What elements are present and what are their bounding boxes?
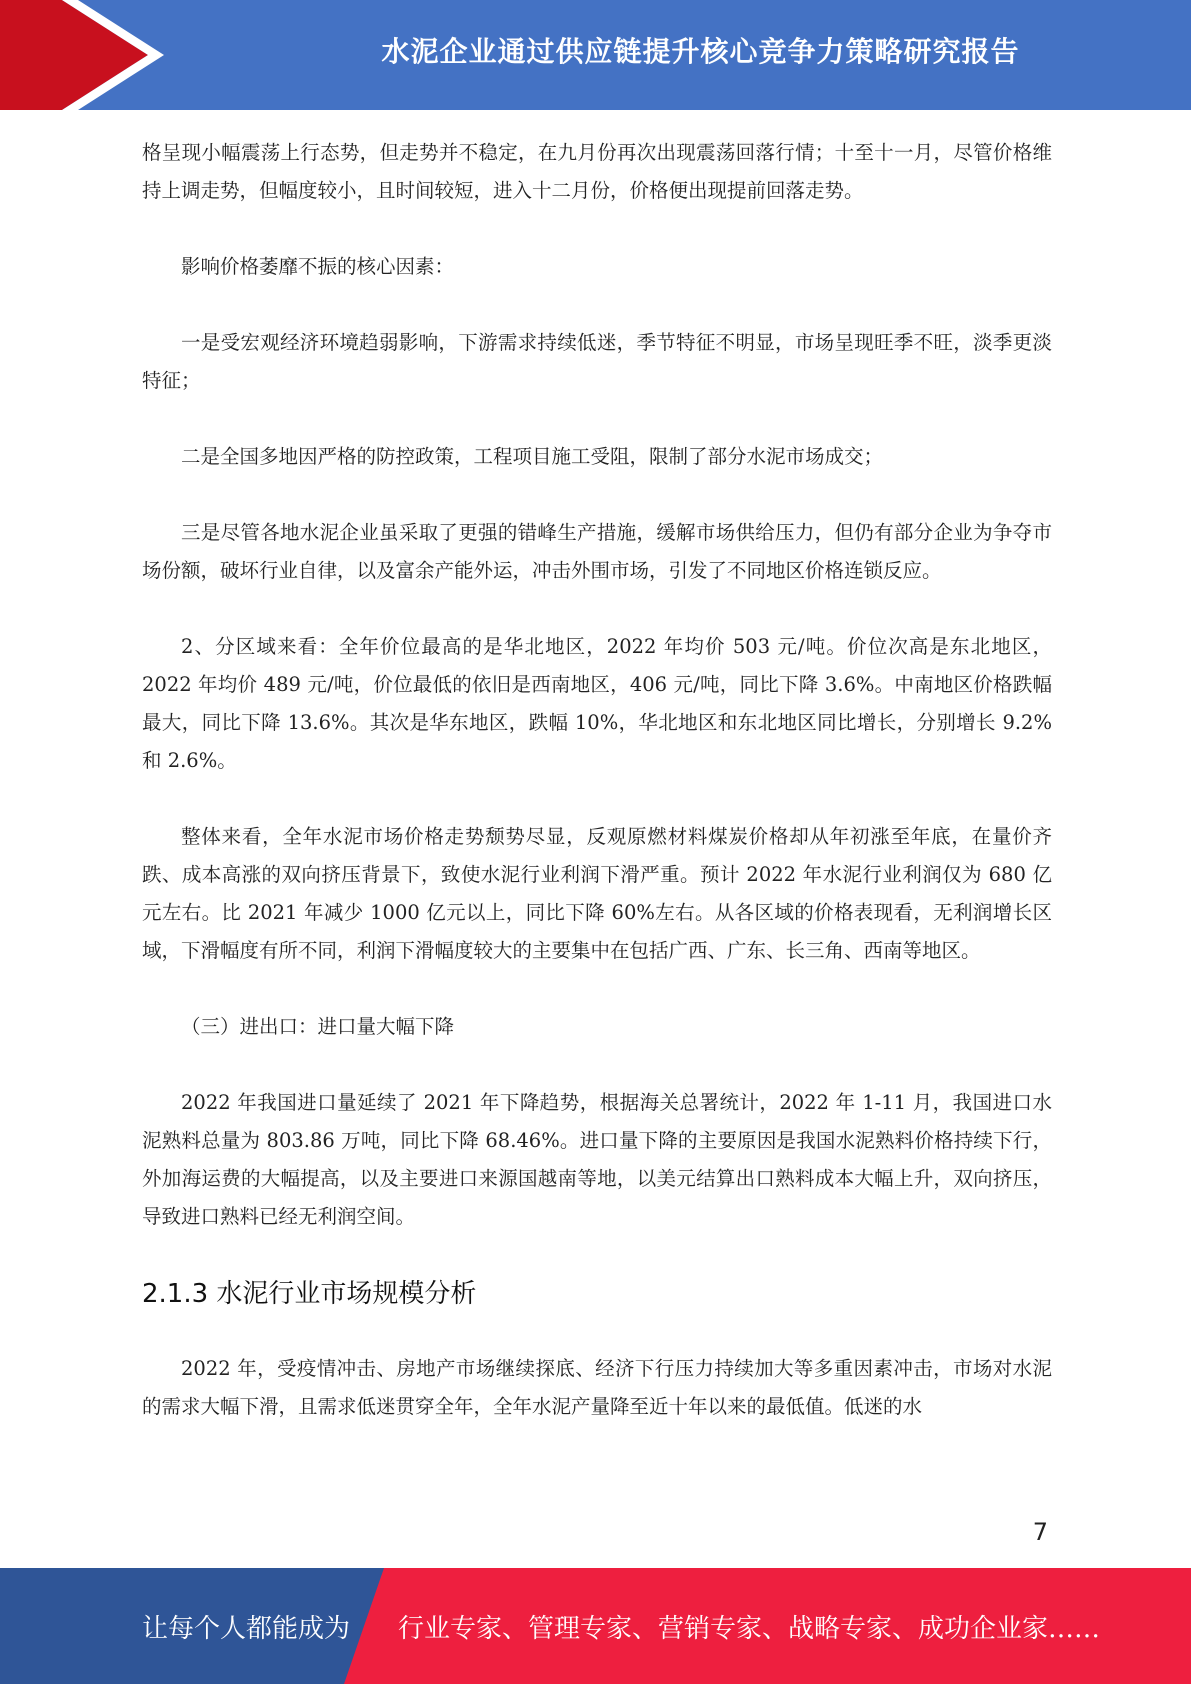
subheading-import-export: （三）进出口：进口量大幅下降	[181, 1015, 455, 1038]
paragraph-price-trend: 格呈现小幅震荡上行态势，但走势并不稳定，在九月份再次出现震荡回落行情；十至十一月，尽管价格维持上调走势，但幅度较小，且时间较短，进入十二月份，价格便出现提前回落走势。	[142, 141, 1052, 202]
paragraph-factor-one: 一是受宏观经济环境趋弱影响，下游需求持续低迷，季节特征不明显，市场呈现旺季不旺，淡季更淡特征；	[142, 331, 1052, 392]
paragraph-core-factors: 影响价格萎靡不振的核心因素：	[181, 255, 455, 278]
page-footer	[0, 1568, 1191, 1684]
paragraph-market-size: 2022 年，受疫情冲击、房地产市场继续探底、经济下行压力持续加大等多重因素冲击，市场对水泥的需求大幅下滑，且需求低迷贯穿全年，全年水泥产量降至近十年以来的最低值。低迷的水	[142, 1357, 1052, 1418]
paragraph-factor-two: 二是全国多地因严格的防控政策，工程项目施工受阻，限制了部分水泥市场成交；	[181, 445, 884, 468]
page-header	[0, 0, 1191, 110]
paragraph-regional-prices: 2、分区域来看：全年价位最高的是华北地区，2022 年均价 503 元/吨。价位次高是东北地区，2022 年均价 489 元/吨，价位最低的依旧是西南地区，406 元/吨，同比下降 3.6%。中南地区价格跌幅最大，同比下降 13.6%。其次是华东地区，跌幅 10%，华北地区和东北地区同比增长，分别增长 9.2%和 2.6%。	[142, 635, 1052, 772]
paragraph-overall-profit: 整体来看，全年水泥市场价格走势颓势尽显，反观原燃材料煤炭价格却从年初涨至年底，在量价齐跌、成本高涨的双向挤压背景下，致使水泥行业利润下滑严重。预计 2022 年水泥行业利润仅为 680 亿元左右。比 2021 年减少 1000 亿元以上，同比下降 60%左右。从各区域的价格表现看，无利润增长区域，下滑幅度有所不同，利润下滑幅度较大的主要集中在包括广西、广东、长三角、西南等地区。	[142, 825, 1052, 962]
report-title: 水泥企业通过供应链提升核心竞争力策略研究报告	[381, 35, 1020, 68]
paragraph-imports: 2022 年我国进口量延续了 2021 年下降趋势，根据海关总署统计，2022 年 1-11 月，我国进口水泥熟料总量为 803.86 万吨，同比下降 68.46%。进口量下降的主要原因是我国水泥熟料价格持续下行，外加海运费的大幅提高，以及主要进口来源国越南等地，以美元结算出口熟料成本大幅上升，双向挤压，导致进口熟料已经无利润空间。	[142, 1091, 1052, 1228]
section-heading-market-size: 2.1.3 水泥行业市场规模分析	[142, 1279, 477, 1309]
footer-slogan-right: 行业专家、管理专家、营销专家、战略专家、成功企业家……	[398, 1613, 1101, 1644]
page-body	[142, 134, 1052, 1464]
page-number: 7	[1032, 1518, 1048, 1546]
footer-slogan-left: 让每个人都能成为	[142, 1613, 351, 1644]
paragraph-factor-three: 三是尽管各地水泥企业虽采取了更强的错峰生产措施，缓解市场供给压力，但仍有部分企业为争夺市场份额，破坏行业自律，以及富余产能外运，冲击外围市场，引发了不同地区价格连锁反应。	[142, 521, 1052, 582]
